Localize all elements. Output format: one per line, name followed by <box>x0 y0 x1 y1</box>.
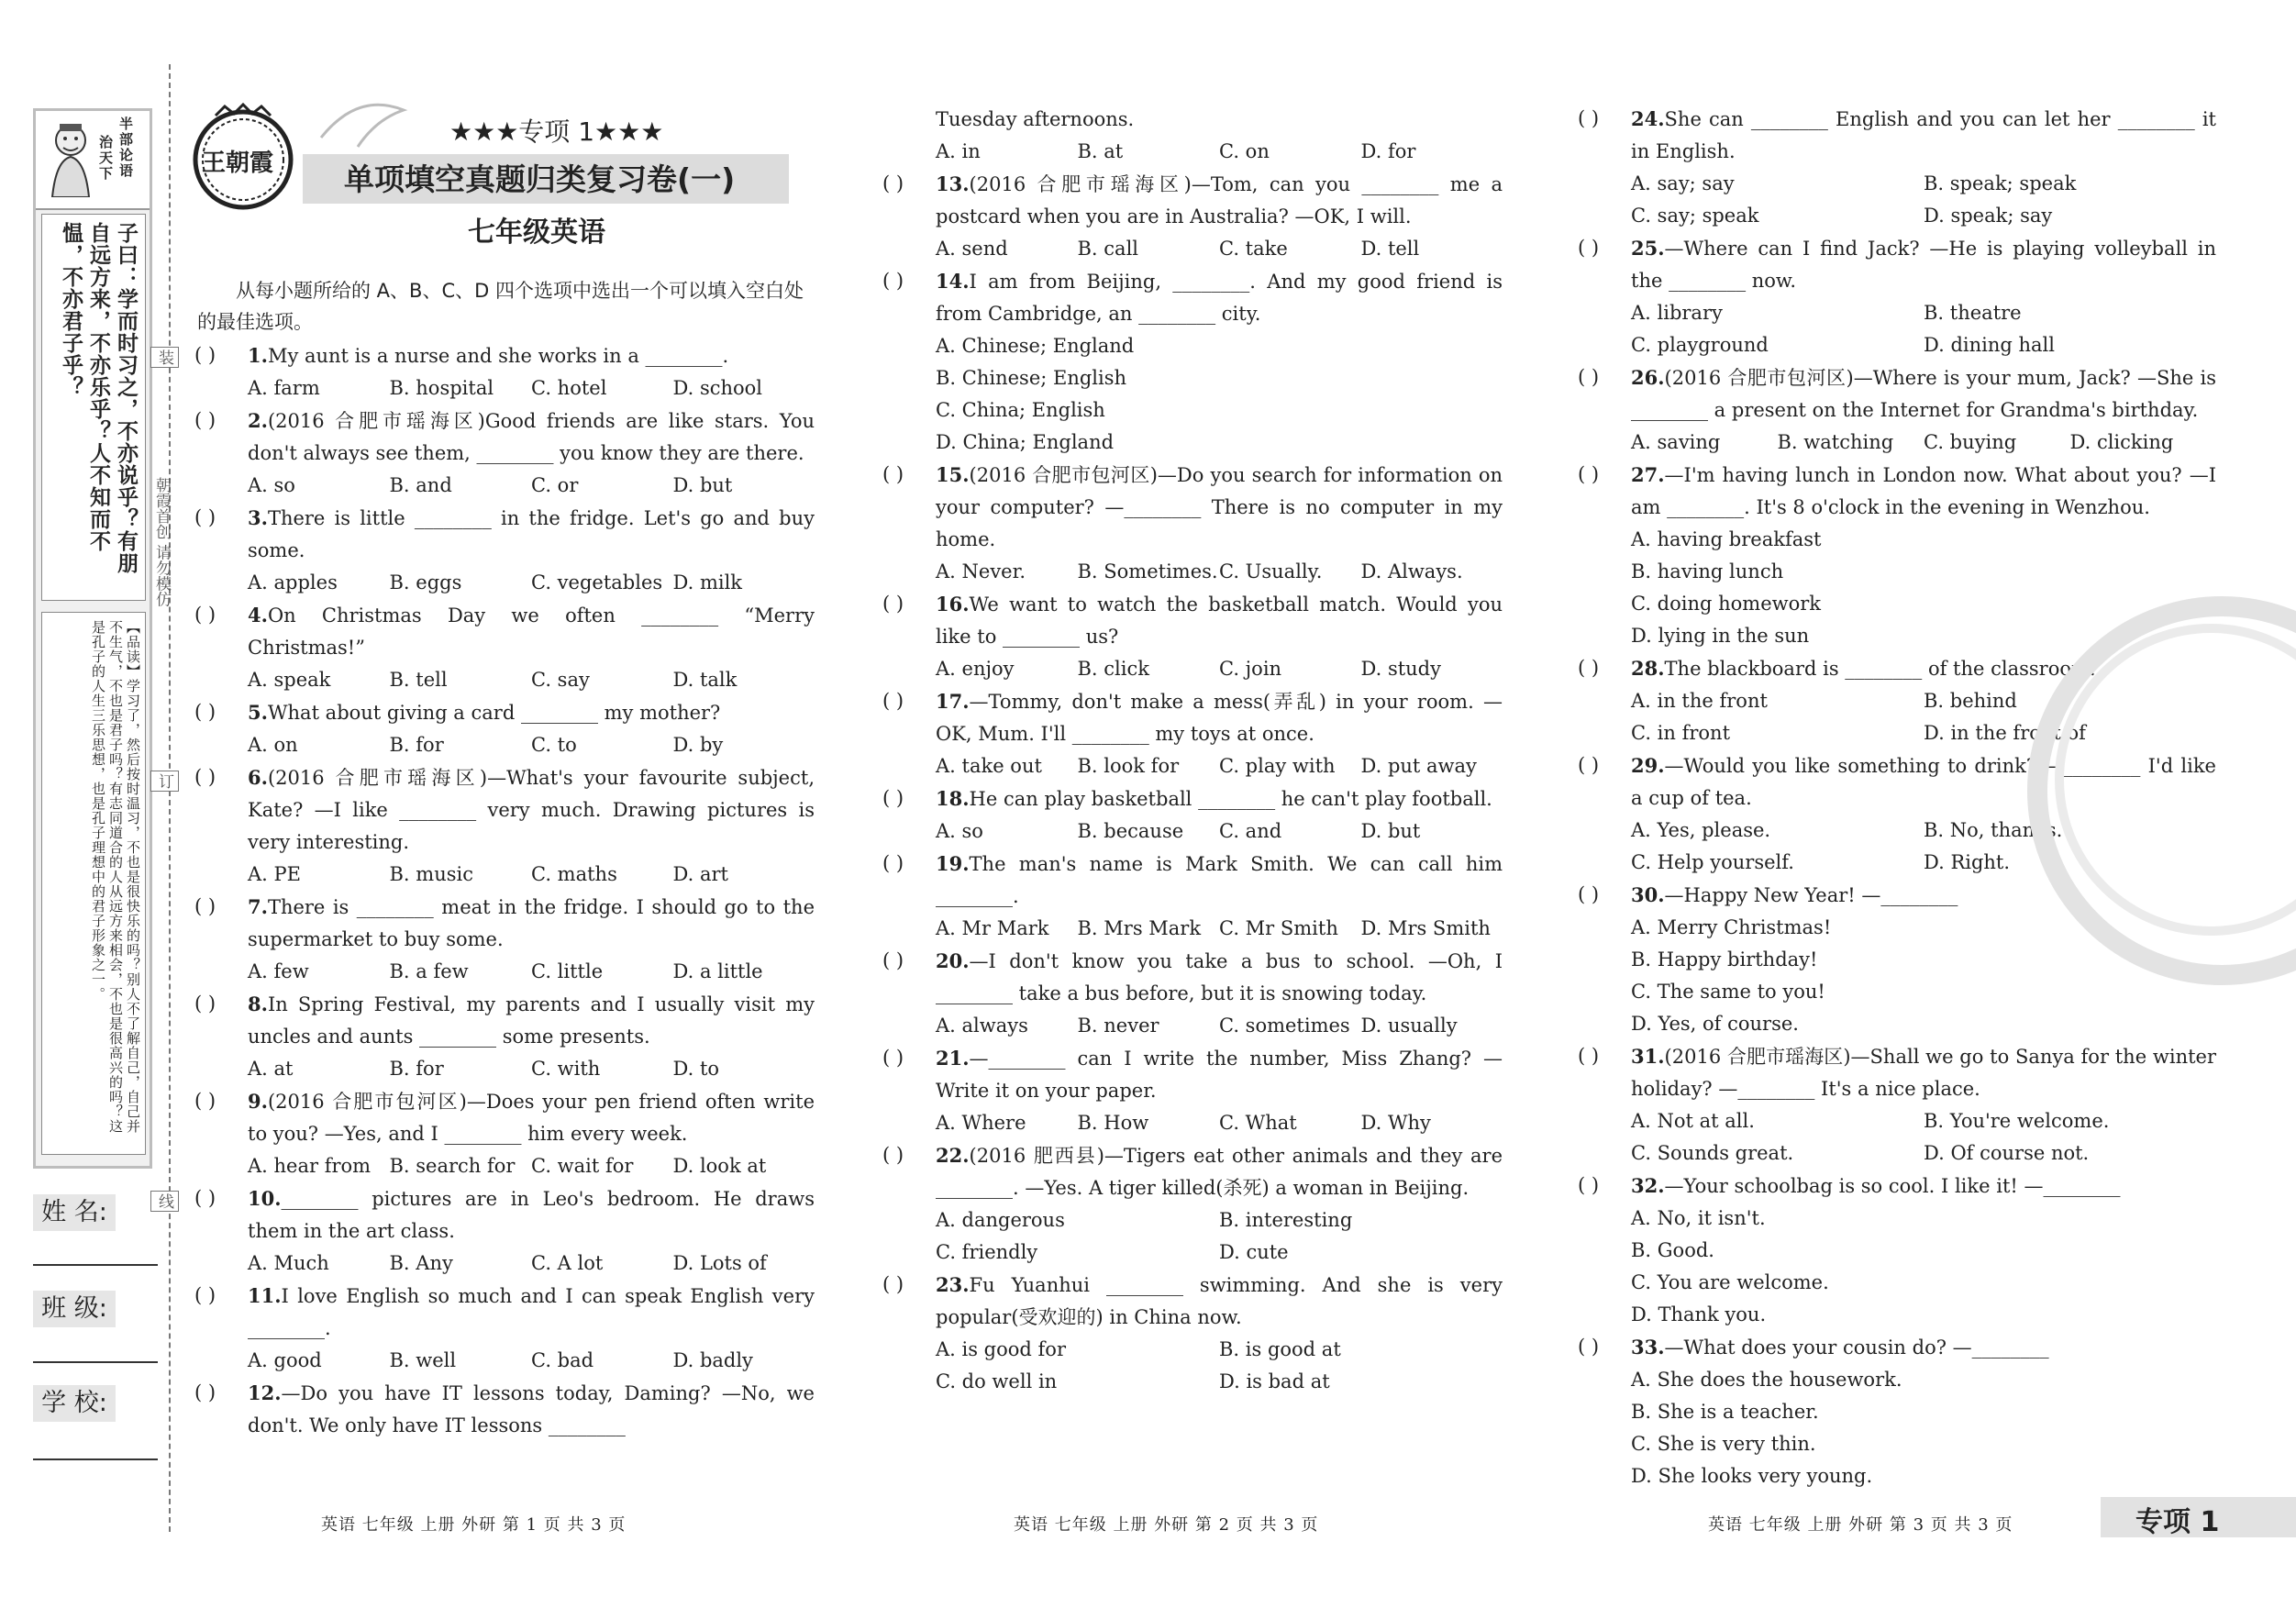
option-a: A. send <box>936 238 1008 260</box>
question-text <box>1631 1170 2216 1203</box>
option-d: D. Thank you. <box>1631 1303 1767 1325</box>
answer-blank[interactable]: ( ) <box>194 895 216 917</box>
question-number: 15. <box>936 463 970 486</box>
question-number: 14. <box>936 270 970 293</box>
question-number: 33. <box>1631 1336 1665 1359</box>
option-d: D. but <box>1360 820 1421 842</box>
option-c: C. Usually. <box>1219 560 1323 582</box>
sidebar-head-line-1: 半部论语 <box>117 116 134 179</box>
option-b: B. You're welcome. <box>1924 1110 2110 1132</box>
question-stem: My aunt is a nurse and she works in a ________. <box>267 345 729 367</box>
confucius-quote: 子曰：学而时习之，不亦说乎？有朋自远方来，不亦乐乎？人不知而不愠，不亦君子乎？ <box>59 222 138 574</box>
option-c: C. take <box>1219 238 1288 260</box>
option-b: B. because <box>1077 820 1184 842</box>
class-field-line[interactable] <box>33 1361 158 1363</box>
option-b: B. never <box>1077 1015 1159 1037</box>
option-a: A. in the front <box>1631 690 1768 712</box>
option-b: B. How <box>1077 1112 1149 1134</box>
option-a: A. PE <box>248 863 301 885</box>
option-c: C. say; speak <box>1631 205 1759 227</box>
option-b: B. click <box>1077 658 1149 680</box>
answer-blank[interactable]: ( ) <box>194 344 216 366</box>
answer-blank[interactable]: ( ) <box>1578 107 1600 129</box>
option-a: A. hear from <box>248 1155 372 1177</box>
question-stem: In Spring Festival, my parents and I usually visit my uncles and aunts ________ some presents. <box>248 993 815 1048</box>
question-stem: (2016 合肥市包河区)—Where is your mum, Jack? —She is ________ a present on the Internet for Grandma's birthday. <box>1631 367 2216 421</box>
option-d: D. for <box>1360 140 1416 162</box>
footer-page-1: 英语 七年级 上册 外研 第 1 页 共 3 页 <box>321 1515 627 1535</box>
answer-blank[interactable]: ( ) <box>1578 366 1600 388</box>
option-c: C. A lot <box>531 1252 604 1274</box>
question-number: 23. <box>936 1273 970 1296</box>
option-c: C. and <box>1219 820 1282 842</box>
question-text <box>248 405 815 470</box>
reading-note: 【品读】学习了，然后按时温习，不也是很快乐的吗？别人不了解自己，自己并不生气，不也是君子吗？有志同道合的人从远方来相会，不也是很高兴的吗？这是孔子的人生三乐思想，也是孔子理想中的君子形象之一。 <box>90 620 141 1134</box>
name-field-label: 姓 名: <box>33 1194 116 1231</box>
answer-blank[interactable]: ( ) <box>882 1047 904 1069</box>
option-d: D. tell <box>1360 238 1420 260</box>
option-b: B. behind <box>1924 690 2017 712</box>
option-b: B. No, thanks. <box>1924 819 2063 841</box>
option-b: B. is good at <box>1219 1338 1341 1360</box>
option-b: B. a few <box>389 960 469 982</box>
option-c: C. on <box>1219 140 1270 162</box>
question-number: 2. <box>248 409 268 432</box>
paper-subtitle: 七年级英语 <box>468 216 605 249</box>
question-number: 1. <box>248 344 268 367</box>
question-number: 27. <box>1631 463 1665 486</box>
footer-page-3: 英语 七年级 上册 外研 第 3 页 共 3 页 <box>1708 1515 2013 1535</box>
option-a: A. She does the housework. <box>1631 1369 1902 1391</box>
option-a: A. having breakfast <box>1631 528 1822 550</box>
option-a: A. Yes, please. <box>1631 819 1771 841</box>
option-d: D. dining hall <box>1924 334 2055 356</box>
option-d: D. put away <box>1360 755 1477 777</box>
question-stem: —Tommy, don't make a mess(弄乱) in your room. —OK, Mum. I'll ________ my toys at once. <box>936 691 1503 745</box>
answer-blank[interactable]: ( ) <box>194 701 216 723</box>
answer-blank[interactable]: ( ) <box>1578 1336 1600 1358</box>
option-d: D. by <box>672 734 724 756</box>
question-stem: The blackboard is ________ of the classroom. <box>1664 658 2096 680</box>
question-number: 8. <box>248 993 268 1015</box>
answer-blank[interactable]: ( ) <box>194 993 216 1015</box>
option-a: A. on <box>248 734 298 756</box>
option-d: D. art <box>672 863 728 885</box>
copyright-note: 朝霞首创 请勿模仿 <box>152 477 171 607</box>
question-stem: ________ pictures are in Leo's bedroom. He draws them in the art class. <box>248 1188 815 1242</box>
question-text <box>1631 361 2216 427</box>
question-text <box>1631 1331 2216 1364</box>
option-a: A. speak <box>248 669 331 691</box>
question-text <box>936 588 1503 653</box>
question-text <box>1631 1040 2216 1105</box>
question-number: 28. <box>1631 657 1665 680</box>
question-stem: (2016 合肥市瑶海区)Good friends are like stars. You don't always see them, ________ you know they are there. <box>248 410 815 464</box>
question-number: 25. <box>1631 237 1665 260</box>
option-b: B. Good. <box>1631 1239 1714 1261</box>
option-a: A. Where <box>936 1112 1026 1134</box>
option-b: B. and <box>389 474 452 496</box>
question-text <box>936 1139 1503 1204</box>
option-a: A. at <box>248 1058 294 1080</box>
question-stem: The man's name is Mark Smith. We can call him ________. <box>936 853 1503 907</box>
option-b: B. at <box>1077 140 1124 162</box>
option-c: C. Mr Smith <box>1219 917 1338 939</box>
answer-blank[interactable]: ( ) <box>882 172 904 194</box>
question-text <box>936 685 1503 750</box>
binding-mark-xian: 线 <box>150 1191 179 1212</box>
question-number: 17. <box>936 690 970 713</box>
option-c: C. in front <box>1631 722 1731 744</box>
option-b: B. Chinese; English <box>936 367 1127 389</box>
question-stem: —I don't know you take a bus to school. —Oh, I ________ take a bus before, but it is snowing today. <box>936 950 1503 1004</box>
answer-blank[interactable]: ( ) <box>1578 1045 1600 1067</box>
question-stem: —Would you like something to drink? —________ I'd like a cup of tea. <box>1631 755 2216 809</box>
option-c: C. playground <box>1631 334 1769 356</box>
question-text <box>936 782 1503 815</box>
question-number: 10. <box>248 1187 282 1210</box>
option-c: C. China; English <box>936 399 1105 421</box>
question-text <box>248 339 815 372</box>
question-stem: On Christmas Day we often ________ “Merry Christmas!” <box>248 604 815 659</box>
question-text <box>248 891 815 956</box>
option-d: D. Mrs Smith <box>1360 917 1491 939</box>
question-stem: (2016 肥西县)—Tigers eat other animals and they are ________. —Yes. A tiger killed(杀死) a woman in Beijing. <box>936 1145 1503 1199</box>
school-field-line[interactable] <box>33 1458 158 1460</box>
question-text <box>936 265 1503 330</box>
option-d: D. but <box>672 474 733 496</box>
option-d: D. lying in the sun <box>1631 625 1810 647</box>
instructions: 从每小题所给的 A、B、C、D 四个选项中选出一个可以填入空白处的最佳选项。 <box>197 280 804 333</box>
question-stem: —________ can I write the number, Miss Zhang? —Write it on your paper. <box>936 1048 1503 1102</box>
option-d: D. talk <box>672 669 738 691</box>
option-c: C. buying <box>1924 431 2017 453</box>
answer-blank[interactable]: ( ) <box>882 690 904 712</box>
option-d: D. China; England <box>936 431 1115 453</box>
question-number: 4. <box>248 604 268 627</box>
question-text <box>936 168 1503 233</box>
option-a: A. take out <box>936 755 1042 777</box>
option-b: B. search for <box>389 1155 516 1177</box>
question-stem: (2016 合肥市瑶海区)—What's your favourite subject, Kate? —I like ________ very much. Drawing pictures is very interesting. <box>248 767 815 853</box>
question-stem: —I'm having lunch in London now. What about you? —I am ________. It's 8 o'clock in the evening in Wenzhou. <box>1631 464 2216 518</box>
option-a: A. so <box>936 820 983 842</box>
question-stem: (2016 合肥市瑶海区)—Tom, can you ________ me a postcard when you are in Australia? —OK, I will. <box>936 173 1503 227</box>
option-b: B. well <box>389 1349 457 1371</box>
question-number: 32. <box>1631 1174 1665 1197</box>
question-text <box>936 848 1503 913</box>
reading-note-box <box>41 612 146 1155</box>
option-d: D. cute <box>1219 1241 1289 1263</box>
option-c: C. with <box>531 1058 601 1080</box>
option-a: A. Chinese; England <box>936 335 1135 357</box>
question-stem: Tuesday afternoons. <box>936 108 1135 130</box>
question-text <box>248 988 815 1053</box>
option-d: D. Yes, of course. <box>1631 1013 1799 1035</box>
option-c: C. The same to you! <box>1631 981 1825 1003</box>
option-a: A. say; say <box>1631 172 1735 194</box>
question-number: 16. <box>936 593 970 616</box>
question-number: 22. <box>936 1144 970 1167</box>
option-c: C. doing homework <box>1631 593 1822 615</box>
question-stem: What about giving a card ________ my mother? <box>267 702 721 724</box>
question-number: 19. <box>936 852 970 875</box>
option-b: B. look for <box>1077 755 1180 777</box>
option-c: C. She is very thin. <box>1631 1433 1816 1455</box>
option-a: A. Mr Mark <box>936 917 1049 939</box>
answer-blank[interactable]: ( ) <box>194 1090 216 1112</box>
question-text <box>248 502 815 567</box>
question-stem: Fu Yuanhui ________ swimming. And she is very popular(受欢迎的) in China now. <box>936 1274 1503 1328</box>
question-number: 6. <box>248 766 268 789</box>
question-number: 12. <box>248 1381 282 1404</box>
question-text <box>936 945 1503 1010</box>
question-stem: I love English so much and I can speak English very ________. <box>248 1285 815 1339</box>
option-a: A. saving <box>1631 431 1721 453</box>
option-a: A. apples <box>248 571 338 593</box>
option-a: A. Not at all. <box>1631 1110 1755 1132</box>
question-number: 13. <box>936 172 970 195</box>
question-stem: —What does your cousin do? —________ <box>1664 1336 2049 1359</box>
option-a: A. library <box>1631 302 1723 324</box>
answer-blank[interactable]: ( ) <box>194 506 216 528</box>
option-b: B. watching <box>1777 431 1894 453</box>
question-text <box>936 103 1503 136</box>
option-d: D. speak; say <box>1924 205 2053 227</box>
option-d: D. look at <box>672 1155 767 1177</box>
option-b: B. call <box>1077 238 1138 260</box>
option-c: C. You are welcome. <box>1631 1271 1829 1293</box>
question-number: 11. <box>248 1284 282 1307</box>
option-c: C. join <box>1219 658 1282 680</box>
question-text <box>248 599 815 664</box>
sidebar-head-line-2: 治天下 <box>97 135 114 182</box>
answer-blank[interactable]: ( ) <box>882 463 904 485</box>
option-d: D. She looks very young. <box>1631 1465 1873 1487</box>
option-a: A. in <box>936 140 981 162</box>
question-column-2 <box>882 103 1506 1506</box>
question-stem: —Where can I find Jack? —He is playing volleyball in the ________ now. <box>1631 238 2216 292</box>
answer-blank[interactable]: ( ) <box>194 409 216 431</box>
option-c: C. What <box>1219 1112 1297 1134</box>
option-b: B. She is a teacher. <box>1631 1401 1819 1423</box>
series-label: ★★★专项 1★★★ <box>449 116 664 147</box>
answer-blank[interactable]: ( ) <box>194 604 216 626</box>
question-number: 31. <box>1631 1045 1665 1068</box>
option-b: B. for <box>389 1058 444 1080</box>
option-b: B. Sometimes. <box>1077 560 1218 582</box>
option-c: C. hotel <box>531 377 607 399</box>
option-b: B. theatre <box>1924 302 2022 324</box>
paper-title: 单项填空真题归类复习卷(一) <box>344 161 736 197</box>
answer-blank[interactable]: ( ) <box>194 1187 216 1209</box>
answer-blank[interactable]: ( ) <box>1578 237 1600 259</box>
option-d: D. study <box>1360 658 1441 680</box>
option-b: B. having lunch <box>1631 560 1784 582</box>
option-b: B. speak; speak <box>1924 172 2077 194</box>
class-field-label: 班 级: <box>33 1291 116 1327</box>
question-stem: There is ________ meat in the fridge. I should go to the supermarket to buy some. <box>248 896 815 950</box>
question-stem: —Do you have IT lessons today, Daming? —No, we don't. We only have IT lessons ________ <box>248 1382 815 1436</box>
question-stem: —Happy New Year! —________ <box>1664 884 1958 906</box>
option-a: A. Merry Christmas! <box>1631 916 1832 938</box>
option-c: C. play with <box>1219 755 1336 777</box>
confucius-figure-icon <box>43 120 98 197</box>
brand-logo-text: 王朝霞 <box>202 150 274 177</box>
option-a: A. so <box>248 474 295 496</box>
answer-blank[interactable]: ( ) <box>882 1273 904 1295</box>
question-text <box>936 459 1503 556</box>
question-number: 24. <box>1631 107 1665 130</box>
question-number: 26. <box>1631 366 1665 389</box>
option-b: B. Any <box>389 1252 453 1274</box>
option-c: C. sometimes <box>1219 1015 1350 1037</box>
question-text <box>1631 103 2216 168</box>
question-stem: I am from Beijing, ________. And my good friend is from Cambridge, an ________ city. <box>936 271 1503 325</box>
option-d: D. Right. <box>1924 851 2011 873</box>
answer-blank[interactable]: ( ) <box>194 1381 216 1403</box>
question-text <box>248 1377 815 1442</box>
corner-tag: 专项 1 <box>2135 1506 2220 1538</box>
option-a: A. good <box>248 1349 322 1371</box>
option-b: B. hospital <box>389 377 494 399</box>
answer-blank[interactable]: ( ) <box>1578 657 1600 679</box>
option-d: D. Always. <box>1360 560 1463 582</box>
option-c: C. or <box>531 474 579 496</box>
question-text <box>248 1280 815 1345</box>
question-text <box>248 1085 815 1150</box>
answer-blank[interactable]: ( ) <box>1578 1174 1600 1196</box>
question-stem: (2016 合肥市包河区)—Do you search for information on your computer? —________ There is no computer in my home. <box>936 464 1503 550</box>
question-stem: (2016 合肥市包河区)—Does your pen friend often write to you? —Yes, and I ________ him every week. <box>248 1091 815 1145</box>
option-d: D. to <box>672 1058 720 1080</box>
option-a: A. is good for <box>936 1338 1066 1360</box>
option-c: C. maths <box>531 863 617 885</box>
question-number: 30. <box>1631 883 1665 906</box>
question-number: 21. <box>936 1047 970 1070</box>
question-text <box>936 1042 1503 1107</box>
answer-blank[interactable]: ( ) <box>1578 883 1600 905</box>
answer-blank[interactable]: ( ) <box>882 852 904 874</box>
question-stem: We want to watch the basketball match. Would you like to ________ us? <box>936 593 1503 648</box>
option-b: B. interesting <box>1219 1209 1353 1231</box>
name-field-line[interactable] <box>33 1264 158 1266</box>
binding-mark-zhuang: 装 <box>150 347 179 368</box>
option-a: A. Much <box>248 1252 329 1274</box>
question-number: 5. <box>248 701 268 724</box>
question-text <box>248 696 815 729</box>
option-c: C. Help yourself. <box>1631 851 1794 873</box>
option-d: D. a little <box>672 960 763 982</box>
question-column-1 <box>194 339 818 1504</box>
option-b: B. tell <box>389 669 448 691</box>
answer-blank[interactable]: ( ) <box>882 1144 904 1166</box>
option-c: C. to <box>531 734 577 756</box>
option-c: C. bad <box>531 1349 594 1371</box>
answer-blank[interactable]: ( ) <box>882 593 904 615</box>
option-b: B. Happy birthday! <box>1631 948 1818 970</box>
school-field-label: 学 校: <box>33 1385 116 1422</box>
option-b: B. Mrs Mark <box>1077 917 1202 939</box>
option-c: C. Sounds great. <box>1631 1142 1794 1164</box>
option-d: D. milk <box>672 571 743 593</box>
option-a: A. Never. <box>936 560 1026 582</box>
question-stem: —Your schoolbag is so cool. I like it! —________ <box>1664 1175 2121 1197</box>
question-number: 18. <box>936 787 970 810</box>
option-c: C. wait for <box>531 1155 634 1177</box>
question-stem: (2016 合肥市瑶海区)—Shall we go to Sanya for the winter holiday? —________ It's a nice place. <box>1631 1046 2216 1100</box>
option-b: B. for <box>389 734 444 756</box>
question-number: 3. <box>248 506 268 529</box>
option-d: D. Why <box>1360 1112 1431 1134</box>
answer-blank[interactable]: ( ) <box>882 787 904 809</box>
option-d: D. badly <box>672 1349 753 1371</box>
option-d: D. Of course not. <box>1924 1142 2090 1164</box>
option-c: C. do well in <box>936 1370 1058 1392</box>
question-stem: There is little ________ in the fridge. Let's go and buy some. <box>248 507 815 561</box>
option-c: C. say <box>531 669 590 691</box>
option-c: C. friendly <box>936 1241 1038 1263</box>
answer-blank[interactable]: ( ) <box>1578 754 1600 776</box>
question-text <box>248 761 815 859</box>
answer-blank[interactable]: ( ) <box>194 766 216 788</box>
answer-blank[interactable]: ( ) <box>194 1284 216 1306</box>
sidebar-header <box>36 111 150 210</box>
confucius-quote-box <box>41 214 146 601</box>
option-c: C. vegetables <box>531 571 663 593</box>
answer-blank[interactable]: ( ) <box>1578 463 1600 485</box>
option-a: A. always <box>936 1015 1028 1037</box>
binding-dashed-line <box>169 64 171 1532</box>
binding-mark-ding: 订 <box>150 771 179 792</box>
option-d: D. usually <box>1360 1015 1458 1037</box>
option-a: A. No, it isn't. <box>1631 1207 1766 1229</box>
question-number: 9. <box>248 1090 268 1113</box>
ribbon-decoration-icon <box>303 83 413 156</box>
footer-page-2: 英语 七年级 上册 外研 第 2 页 共 3 页 <box>1014 1515 1319 1535</box>
answer-blank[interactable]: ( ) <box>882 949 904 971</box>
question-text <box>1631 232 2216 297</box>
question-text <box>248 1182 815 1248</box>
question-number: 20. <box>936 949 970 972</box>
question-stem: He can play basketball ________ he can't play football. <box>969 788 1492 810</box>
option-b: B. music <box>389 863 473 885</box>
question-text <box>936 1269 1503 1334</box>
option-b: B. eggs <box>389 571 462 593</box>
left-sidebar <box>33 108 152 1169</box>
question-number: 29. <box>1631 754 1665 777</box>
answer-blank[interactable]: ( ) <box>882 270 904 292</box>
option-a: A. enjoy <box>936 658 1015 680</box>
question-number: 7. <box>248 895 268 918</box>
option-d: D. school <box>672 377 763 399</box>
question-text <box>1631 459 2216 524</box>
option-c: C. little <box>531 960 604 982</box>
option-d: D. is bad at <box>1219 1370 1330 1392</box>
option-a: A. dangerous <box>936 1209 1065 1231</box>
option-d: D. Lots of <box>672 1252 767 1274</box>
option-d: D. in the front of <box>1924 722 2086 744</box>
option-d: D. clicking <box>2069 431 2174 453</box>
option-a: A. farm <box>248 377 320 399</box>
question-stem: She can ________ English and you can let her ________ it in English. <box>1631 108 2216 162</box>
option-a: A. few <box>248 960 309 982</box>
